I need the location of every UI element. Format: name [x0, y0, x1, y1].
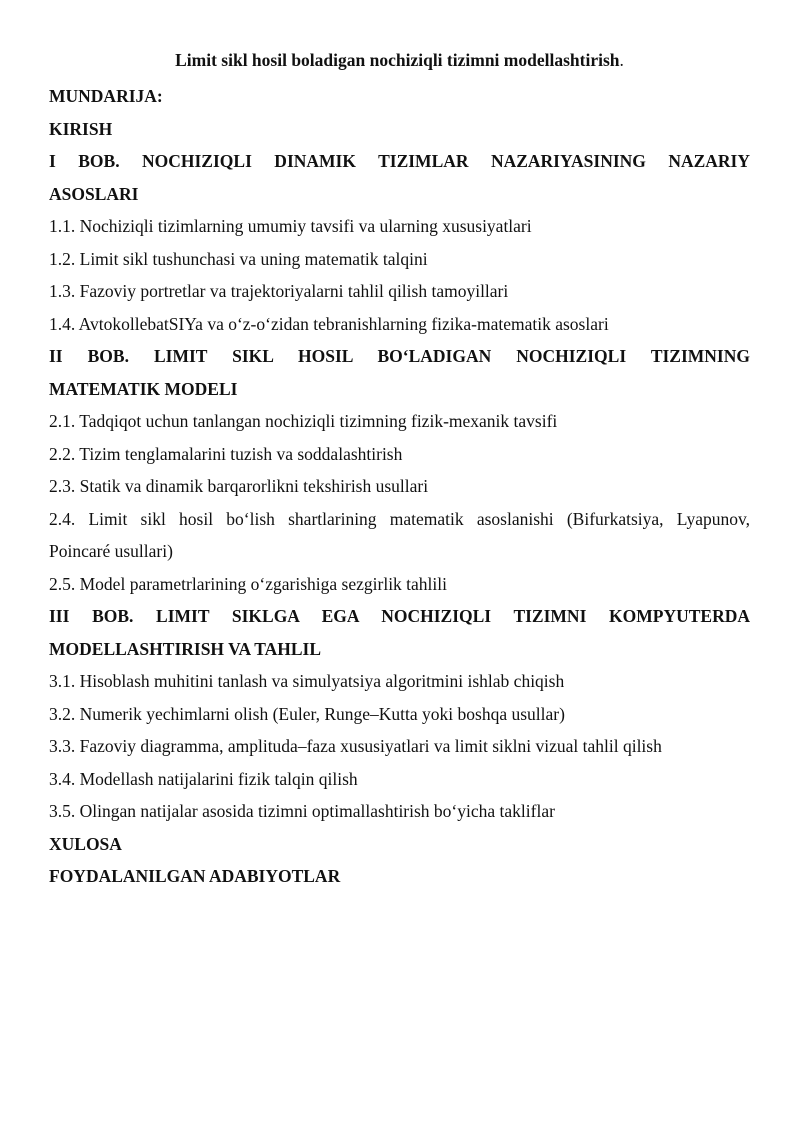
document-title-text: Limit sikl hosil boladigan nochiziqli tizimni modellashtirish — [175, 50, 620, 70]
toc-chapter-2-heading-line-2: MATEMATIK MODELI — [49, 378, 238, 399]
toc-item-3-1: 3.1. Hisoblash muhitini tanlash va simulyatsiya algoritmini ishlab chiqish — [49, 671, 565, 691]
toc-chapter-3-heading — [49, 600, 750, 665]
toc-item-3-4: 3.4. Modellash natijalarini fizik talqin qilish — [49, 768, 358, 789]
toc-item-1-2: 1.2. Limit sikl tushunchasi va uning matematik talqini — [49, 248, 428, 269]
toc-item-1-1: 1.1. Nochiziqli tizimlarning umumiy tavsifi va ularning xususiyatlari — [49, 216, 532, 236]
toc-item-3-3: 3.3. Fazoviy diagramma, amplituda–faza xususiyatlari va limit siklni vizual tahlil qilish — [49, 736, 662, 756]
document-title — [49, 48, 750, 72]
toc-chapter-2-heading — [49, 340, 750, 405]
toc-item-1-3: 1.3. Fazoviy portretlar va trajektoriyalarni tahlil qilish tamoyillari — [49, 281, 509, 301]
toc-chapter-3-heading-line-2: MODELLASHTIRISH VA TAHLIL — [49, 638, 321, 659]
toc-item-2-2: 2.2. Tizim tenglamalarini tuzish va soddalashtirish — [49, 443, 403, 464]
toc-item-2-5: 2.5. Model parametrlarining o‘zgarishiga sezgirlik tahlili — [49, 573, 448, 594]
toc-conclusion: XULOSA — [49, 833, 122, 854]
toc-item-3-2: 3.2. Numerik yechimlarni olish (Euler, Runge–Kutta yoki boshqa usullar) — [49, 703, 565, 724]
toc-chapter-1-heading — [49, 145, 750, 210]
toc-chapter-1-heading-line-1: I BOB. NOCHIZIQLI DINAMIK TIZIMLAR NAZARIYASINING NAZARIY — [49, 151, 750, 171]
toc-item-2-4-line-1: 2.4. Limit sikl hosil bo‘lish shartlarining matematik asoslanishi (Bifurkatsiya, Lyapunov, — [49, 508, 750, 529]
toc-chapter-3-heading-line-1: III BOB. LIMIT SIKLGA EGA NOCHIZIQLI TIZIMNI KOMPYUTERDA — [49, 606, 750, 626]
toc-chapter-1-heading-line-2: ASOSLARI — [49, 183, 139, 204]
toc-item-2-3: 2.3. Statik va dinamik barqarorlikni tekshirish usullari — [49, 476, 429, 496]
toc-item-1-4: 1.4. AvtokollebatSIYa va o‘z-o‘zidan tebranishlarning fizika-matematik asoslari — [49, 313, 609, 334]
contents-heading: MUNDARIJA: — [49, 86, 163, 106]
toc-intro: KIRISH — [49, 118, 113, 139]
toc-item-2-4 — [49, 503, 750, 568]
toc-references: FOYDALANILGAN ADABIYOTLAR — [49, 866, 341, 886]
document-title-suffix: . — [619, 50, 624, 70]
toc-item-2-1: 2.1. Tadqiqot uchun tanlangan nochiziqli tizimning fizik-mexanik tavsifi — [49, 411, 558, 431]
toc-item-3-5: 3.5. Olingan natijalar asosida tizimni optimallashtirish bo‘yicha takliflar — [49, 801, 555, 821]
toc-item-2-4-line-2: Poincaré usullari) — [49, 541, 173, 561]
toc-chapter-2-heading-line-1: II BOB. LIMIT SIKL HOSIL BO‘LADIGAN NOCHIZIQLI TIZIMNING — [49, 346, 750, 366]
